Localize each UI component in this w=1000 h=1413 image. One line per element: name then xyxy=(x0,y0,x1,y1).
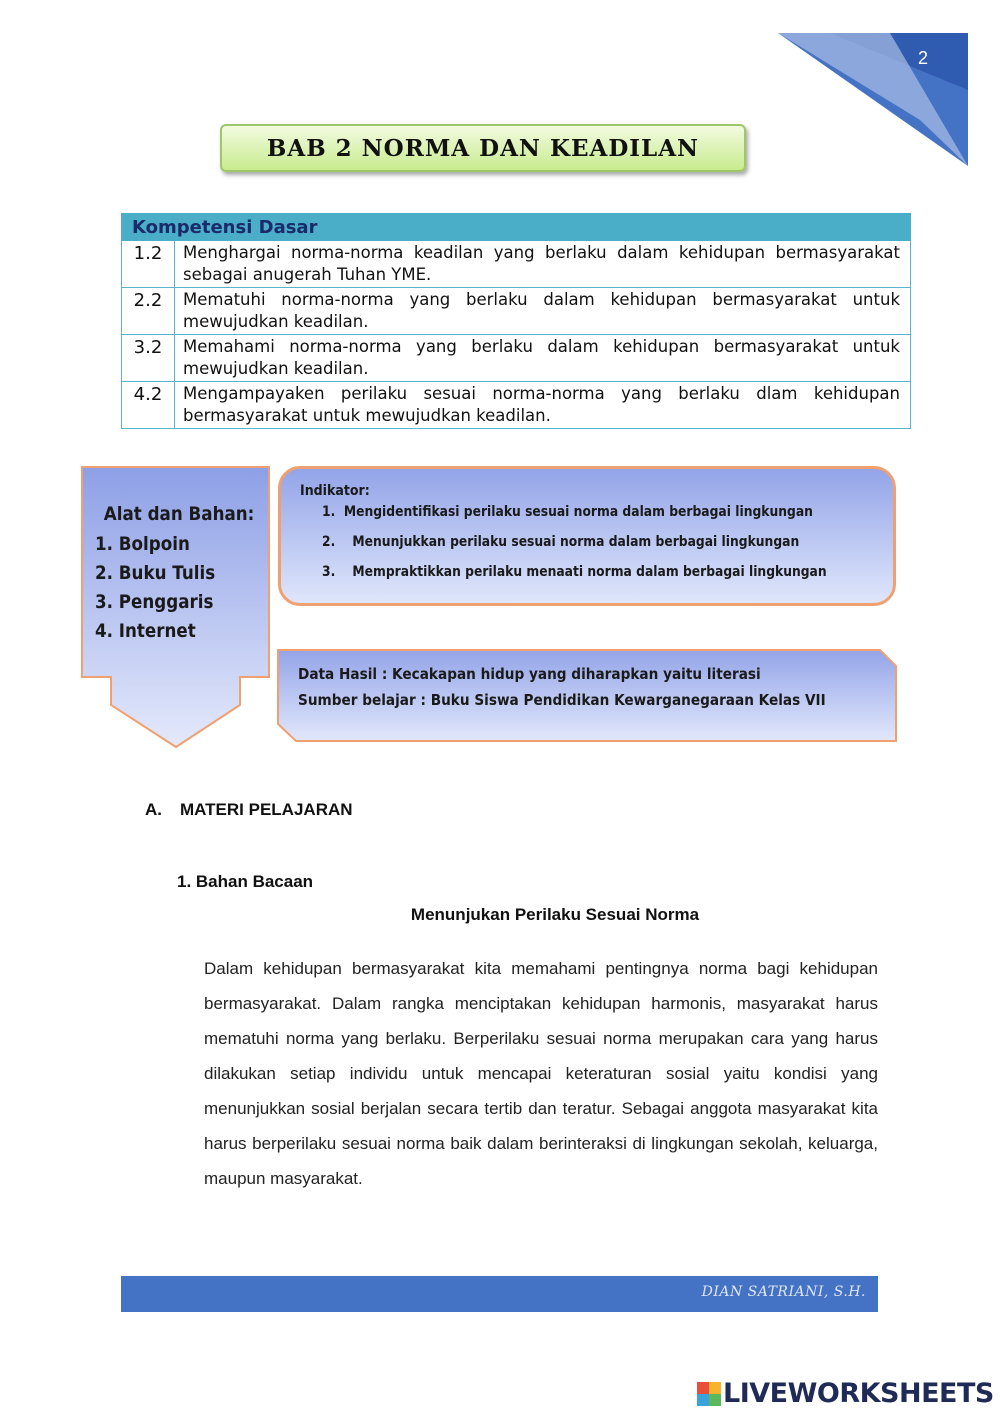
liveworksheets-icon xyxy=(697,1382,721,1406)
list-item: 2. Buku Tulis xyxy=(95,562,216,584)
kd-number: 4.2 xyxy=(122,382,175,429)
kd-text: Mematuhi norma-norma yang berlaku dalam kehidupan bermasyarakat untuk mewujudkan keadilan. xyxy=(175,288,911,335)
liveworksheets-logo xyxy=(697,1378,994,1409)
alat-dan-bahan xyxy=(95,503,254,649)
page-number: 2 xyxy=(918,48,929,68)
sumber-belajar-text: Sumber belajar : Buku Siswa Pendidikan Kewarganegaraan Kelas VII xyxy=(298,691,826,709)
footer-author: DIAN SATRIANI, S.H. xyxy=(701,1284,866,1300)
indikator-item xyxy=(322,564,827,580)
indikator-number: 1. xyxy=(322,504,336,520)
list-item: 4. Internet xyxy=(95,620,196,642)
table-row xyxy=(122,288,911,335)
table-row xyxy=(122,335,911,382)
indikator-text: Mempraktikkan perilaku menaati norma dalam berbagai lingkungan xyxy=(352,564,827,580)
table-row xyxy=(122,241,911,288)
kd-text: Memahami norma-norma yang berlaku dalam kehidupan bermasyarakat untuk mewujudkan keadilan. xyxy=(175,335,911,382)
section-letter: A. xyxy=(145,800,162,819)
indikator-text: Menunjukkan perilaku sesuai norma dalam berbagai lingkungan xyxy=(352,534,800,550)
kd-text: Mengampayaken perilaku sesuai norma-norma yang berlaku dlam kehidupan bermasyarakat untuk mewujudkan keadilan. xyxy=(175,382,911,429)
list-item: 1. Bolpoin xyxy=(95,533,190,555)
table-row xyxy=(122,382,911,429)
chapter-title: BAB 2 NORMA DAN KEADILAN xyxy=(266,134,700,162)
kompetensi-header: Kompetensi Dasar xyxy=(122,214,911,241)
kd-text: Menghargai norma-norma keadilan yang berlaku dalam kehidupan bermasyarakat sebagai anugerah Tuhan YME. xyxy=(175,241,911,288)
section-title: MATERI PELAJARAN xyxy=(180,800,353,819)
reading-paragraph: Dalam kehidupan bermasyarakat kita memahami pentingnya norma bagi kehidupan bermasyarakat. Dalam rangka menciptakan kehidupan harmonis, masyarakat harus mematuhi norma yang berlaku. Berperilaku sesuai norma merupakan cara yang harus dilakukan setiap individu untuk mencapai keteraturan sosial yaitu kondisi yang menunjukkan sosial berjalan secara tertib dan teratur. Sebagai anggota masyarakat kita harus berperilaku sesuai norma baik dalam berinteraksi di lingkungan sekolah, keluarga, maupun masyarakat. xyxy=(204,959,878,1188)
section-heading xyxy=(145,800,353,820)
kd-number: 2.2 xyxy=(122,288,175,335)
kompetensi-table xyxy=(121,213,911,429)
kd-number: 3.2 xyxy=(122,335,175,382)
reading-title: Menunjukan Perilaku Sesuai Norma xyxy=(410,905,700,924)
list-item: 3. Penggaris xyxy=(95,591,214,613)
indikator-item xyxy=(322,504,813,520)
corner-decoration xyxy=(770,30,970,170)
chapter-title-box xyxy=(220,124,746,172)
kd-number: 1.2 xyxy=(122,241,175,288)
indikator-number: 3. xyxy=(322,564,336,580)
indikator-number: 2. xyxy=(322,534,336,550)
footer-bar xyxy=(121,1276,878,1312)
indikator-text: Mengidentifikasi perilaku sesuai norma dalam berbagai lingkungan xyxy=(343,504,813,520)
indikator-heading: Indikator: xyxy=(300,483,370,499)
liveworksheets-wordmark: LIVEWORKSHEETS xyxy=(723,1378,994,1409)
indikator-item xyxy=(322,534,799,550)
subsection-heading: 1. Bahan Bacaan xyxy=(177,872,314,891)
data-hasil-text: Data Hasil : Kecakapan hidup yang diharapkan yaitu literasi xyxy=(298,665,761,683)
alat-heading: Alat dan Bahan: xyxy=(103,503,255,525)
